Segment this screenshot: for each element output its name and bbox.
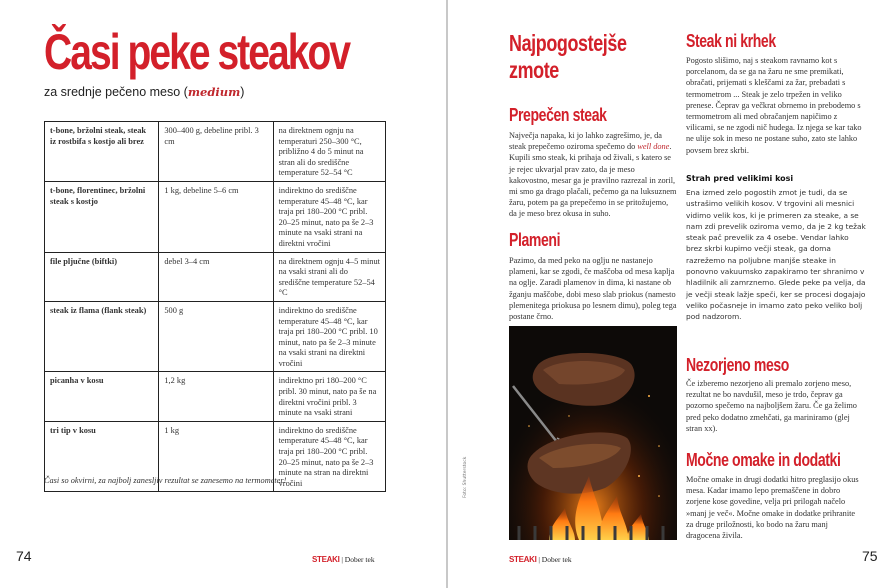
paragraph-steak-ni-krhek: Pogosto slišimo, naj s steakom ravnamo kot s porcelanom, da se ga na žaru ne sme premikati, obračati, prijemati s kleščami za žar, prebadati s termometrom ... Steak je zelo trpežen in veliko prenese. Čeprav ga večkrat obrnemo in prebodemo s termometrom ali med obračanjem napičimo z vilicami, se ne zgodi nič hudega. Iz njega se kar tako ne ulije sok in meso ne postane suho, zato ste lahko povsem brez skrbi. bbox=[686, 56, 862, 155]
section-main-title: Najpogostejše zmote bbox=[509, 30, 627, 83]
cut-cell: picanha v kosu bbox=[45, 372, 159, 421]
size-cell: 1 kg, debeline 5–6 cm bbox=[159, 181, 273, 252]
steak-fire-illustration bbox=[509, 326, 677, 540]
cooking-times-table bbox=[44, 121, 386, 492]
heading-strah-pred-velikimi-kosi: Strah pred velikimi kosi bbox=[686, 174, 794, 183]
running-footer-left bbox=[312, 555, 375, 564]
size-cell: 300–400 g, debeline pribl. 3 cm bbox=[159, 122, 273, 182]
size-cell: 1 kg bbox=[159, 421, 273, 492]
cut-cell: file pljučne (biftki) bbox=[45, 252, 159, 301]
paragraph-strah-pred-velikimi-kosi: Ena izmed zelo pogostih zmot je tudi, da se ustrašimo velikih kosov. V trgovini ali mesnici vidimo velik kos, ki je primeren za steake, a se nam zdi prevelik oziroma vemo, da je 2 kg težak steak pač prevelik za 4 osebe. Vendar lahko brez skrbi kupimo večji steak, ga doma razrežemo na poljubne manjše steake in ponovno vakuumsko zapakiramo ter shranimo v hladilnik ali zamrznemo. Glede peke pa velja, da je večji steak lažje speči, ker se procesi dogajajo veliko počasneje in imamo zato peko veliko bolj pod nadzorom. bbox=[686, 188, 866, 322]
table-row bbox=[45, 301, 386, 372]
subtitle-accent: medium bbox=[187, 85, 241, 99]
paragraph-prepecen-steak bbox=[509, 130, 677, 220]
footer-text: | Dober tek bbox=[536, 555, 572, 564]
size-cell: 500 g bbox=[159, 301, 273, 372]
page-subtitle bbox=[44, 85, 244, 99]
footer-text: | Dober tek bbox=[339, 555, 375, 564]
heading-prepecen-steak: Prepečen steak bbox=[509, 105, 607, 125]
subtitle-prefix: za srednje pečeno meso ( bbox=[44, 85, 188, 99]
heading-plameni: Plameni bbox=[509, 230, 561, 250]
method-cell: indirektno do središčne temperature 45–48 °C, kar traja pri 180–200 °C pribl. 20–25 minut, nato pa še 2–3 minute na vsaki strani na direktni vročini bbox=[273, 181, 385, 252]
emphasis-well-done: well done bbox=[637, 142, 670, 152]
paragraph-text: Največja napaka, ki jo lahko zagrešimo, je, da steak prepečemo oziroma spečemo do bbox=[509, 131, 662, 152]
footer-brand-logo: STEAKI bbox=[509, 555, 537, 564]
footer-brand-logo: STEAKI bbox=[312, 555, 340, 564]
running-footer-right bbox=[509, 555, 572, 564]
paragraph-mocne-omake: Močne omake in drugi dodatki hitro preglasijo okus mesa. Kadar imamo lepo premaščene in dobro zorjene kose govedine, velja pri prilogah načelo »manj je več«. Močne omake in dodatke prihranite za druge priložnosti, ko bodo na žaru manj dragocena živila. bbox=[686, 475, 859, 541]
size-cell: debel 3–4 cm bbox=[159, 252, 273, 301]
cut-cell: tri tip v kosu bbox=[45, 421, 159, 492]
heading-nezorjeno-meso: Nezorjeno meso bbox=[686, 355, 789, 375]
footnote: Časi so okvirni, za najbolj zanesljiv rezultat se zanesemo na termometer! bbox=[44, 476, 287, 485]
page-number-right: 75 bbox=[862, 548, 878, 564]
paragraph-text: . Kupili smo steak, ki prihaja od živali, s katero se je rejec ukvarjal prav zato, da je meso kakovostno, mesar ga je pravilno razrezal in zoril, mi smo ga drago plačali, pečemo ga na luksuznem žaru, potem pa ga prepečemo in se pritožujemo, da je meso brez okusa in suho. bbox=[509, 142, 677, 219]
cut-cell: t-bone, florentinec, bržolni steak s kostjo bbox=[45, 181, 159, 252]
left-page bbox=[0, 0, 446, 588]
table-row bbox=[45, 372, 386, 421]
page-title: Časi peke steakov bbox=[44, 24, 350, 80]
table-row bbox=[45, 122, 386, 182]
method-cell: indirektno do središčne temperature 45–48 °C, kar traja pri 180–200 °C pribl. 10 minut, nato pa še 2–3 minute na vsaki strani na direktni vročini bbox=[273, 301, 385, 372]
method-cell: indirektno pri 180–200 °C pribl. 30 minut, nato pa še na direktni vročini pribl. 3 minute na vsaki strani bbox=[273, 372, 385, 421]
heading-steak-ni-krhek: Steak ni krhek bbox=[686, 31, 776, 51]
method-cell: na direktnem ognju na temperaturi 250–300 °C, približno 4 do 5 minut na stran ali do središčne temperature 52–54 °C bbox=[273, 122, 385, 182]
page-number-left: 74 bbox=[16, 548, 32, 564]
subtitle-suffix: ) bbox=[240, 85, 245, 99]
paragraph-plameni: Pazimo, da med peko na oglju ne nastanejo plameni, kar se zgodi, če maščoba od mesa kaplja na oglje. Zaradi plamenov in dima, ki nastane ob žganju maščobe, dobi meso slab priokus (namesto plemenitega priokusa po lesnem dimu), poleg tega postane črno. bbox=[509, 256, 677, 322]
paragraph-nezorjeno-meso: Če izberemo nezorjeno ali premalo zorjeno meso, rezultat ne bo navdušil, meso je trdo, čeprav ga pozorno spečemo na najboljšem žaru. Če ga želimo pred peko dodatno zmehčati, ga mariniramo (glej stran xx). bbox=[686, 379, 857, 433]
photo-credit: Foto: Shutterstock bbox=[463, 456, 468, 498]
steak-grill-photo bbox=[509, 326, 677, 540]
cut-cell: steak iz flama (flank steak) bbox=[45, 301, 159, 372]
cut-cell: t-bone, bržolni steak, steak iz rostbifa s kostjo ali brez bbox=[45, 122, 159, 182]
table-row bbox=[45, 252, 386, 301]
method-cell: indirektno do središčne temperature 45–48 °C, kar traja pri 180–200 °C pribl. 20–25 minut, nato pa še 2–3 minute na stran na direktni vročini bbox=[273, 421, 385, 492]
heading-mocne-omake: Močne omake in dodatki bbox=[686, 450, 841, 470]
size-cell: 1,2 kg bbox=[159, 372, 273, 421]
method-cell: na direktnem ognju 4–5 minut na vsaki strani ali do središčne temperature 52–54 °C bbox=[273, 252, 385, 301]
table-row bbox=[45, 181, 386, 252]
